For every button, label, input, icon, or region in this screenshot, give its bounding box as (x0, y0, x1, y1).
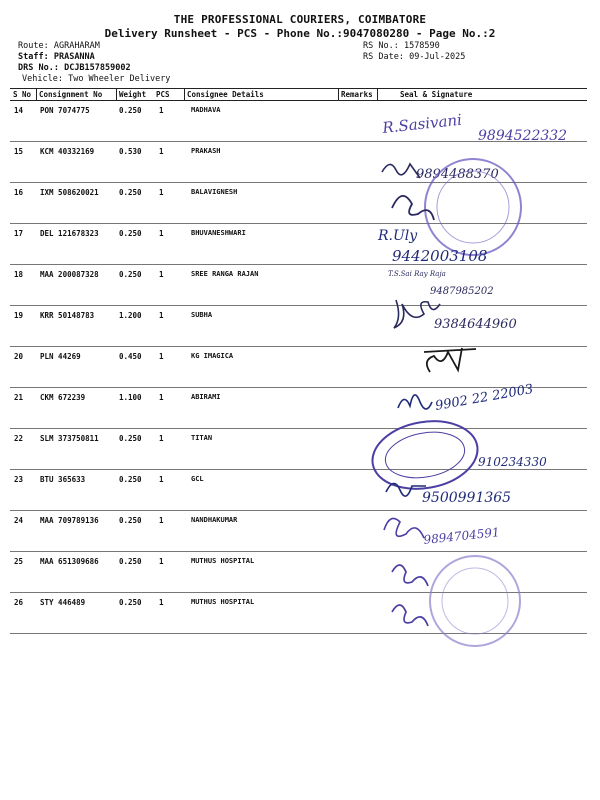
table-row (10, 306, 587, 347)
row-sno: 23 (14, 475, 24, 484)
sig-17-phone: 9442003108 (392, 247, 488, 265)
rs-no-line: RS No.: 1578590 (363, 41, 440, 51)
row-sno: 21 (14, 393, 24, 402)
row-weight: 0.250 (119, 475, 142, 484)
row-pcs: 1 (159, 311, 164, 320)
row-consignee: SUBHA (191, 311, 213, 319)
table-row (10, 142, 587, 183)
row-consignee: KG IMAGICA (191, 352, 234, 360)
table-row (10, 429, 587, 470)
table-row (10, 347, 587, 388)
row-pcs: 1 (159, 352, 164, 361)
row-sno: 14 (14, 106, 24, 115)
staff-value: PRASANNA (53, 52, 95, 62)
row-weight: 0.530 (119, 147, 142, 156)
sig-22-phone: 910234330 (478, 455, 547, 469)
sig-14-phone: 9894522332 (478, 128, 568, 144)
col-weight: Weight (119, 90, 147, 99)
staff-line: Staff: PRASANNA (18, 52, 95, 62)
row-sno: 15 (14, 147, 24, 156)
row-pcs: 1 (159, 475, 164, 484)
row-weight: 1.200 (119, 311, 142, 320)
row-sno: 24 (14, 516, 24, 525)
row-consignment-no: IXM 508620021 (40, 188, 99, 197)
col-details: Consignee Details (187, 90, 264, 99)
row-consignee: GCL (191, 475, 204, 483)
row-sno: 25 (14, 557, 24, 566)
company-title: THE PROFESSIONAL COURIERS, COIMBATORE (173, 13, 427, 26)
row-consignment-no: DEL 121678323 (40, 229, 99, 238)
table-row (10, 552, 587, 593)
row-consignee: SREE RANGA RAJAN (191, 270, 259, 278)
sig-21-phone: 9902 22 22003 (434, 381, 535, 414)
row-consignee: TITAN (191, 434, 213, 442)
rs-date-value: 09-Jul-2025 (409, 52, 466, 62)
row-weight: 0.250 (119, 270, 142, 279)
route-value: AGRAHARAM (53, 41, 100, 51)
row-pcs: 1 (159, 188, 164, 197)
row-consignment-no: KRR 50148783 (40, 311, 95, 320)
row-consignment-no: SLM 373750811 (40, 434, 99, 443)
route-line: Route: AGRAHARAM (18, 41, 100, 51)
row-pcs: 1 (159, 106, 164, 115)
row-consignment-no: MAA 651309686 (40, 557, 99, 566)
row-consignment-no: KCM 40332169 (40, 147, 95, 156)
vehicle-line: Vehicle: Two Wheeler Delivery (22, 74, 171, 84)
drs-value: DCJB157859002 (64, 63, 131, 73)
row-consignment-no: BTU 365633 (40, 475, 86, 484)
table-row (10, 470, 587, 511)
sig-18-name: T.S.Sai Ray Raja (388, 270, 446, 278)
table-row (10, 593, 587, 634)
row-weight: 0.250 (119, 598, 142, 607)
col-sno: S No (13, 90, 32, 99)
row-consignee: MADHAVA (191, 106, 221, 114)
row-pcs: 1 (159, 516, 164, 525)
row-consignment-no: PON 7074775 (40, 106, 90, 115)
row-sno: 17 (14, 229, 24, 238)
sig-17-name: R.Uly (378, 228, 418, 244)
table-row (10, 511, 587, 552)
sig-19-phone: 9384644960 (434, 317, 517, 332)
row-sno: 20 (14, 352, 24, 361)
row-weight: 0.450 (119, 352, 142, 361)
row-pcs: 1 (159, 434, 164, 443)
runsheet-subtitle: Delivery Runsheet - PCS - Phone No.:9047080280 - Page No.:2 (104, 27, 496, 40)
sig-15-phone: 9894488370 (416, 167, 499, 182)
row-pcs: 1 (159, 598, 164, 607)
table-row (10, 388, 587, 429)
table-row (10, 183, 587, 224)
vehicle-value: Two Wheeler Delivery (68, 74, 171, 84)
row-consignment-no: MAA 709789136 (40, 516, 99, 525)
sig-14-name: R.Sasivani (381, 110, 463, 137)
table-row (10, 265, 587, 306)
row-pcs: 1 (159, 229, 164, 238)
rs-no-value: 1578590 (403, 41, 440, 51)
row-consignment-no: STY 446489 (40, 598, 86, 607)
row-weight: 0.250 (119, 188, 142, 197)
row-consignment-no: CKM 672239 (40, 393, 86, 402)
row-consignee: MUTHUS HOSPITAL (191, 557, 255, 565)
row-weight: 0.250 (119, 106, 142, 115)
col-remarks: Remarks (341, 90, 373, 99)
row-weight: 0.250 (119, 516, 142, 525)
row-weight: 0.250 (119, 434, 142, 443)
rs-date-line: RS Date: 09-Jul-2025 (363, 52, 466, 62)
row-weight: 0.250 (119, 229, 142, 238)
row-pcs: 1 (159, 147, 164, 156)
row-sno: 26 (14, 598, 24, 607)
row-weight: 1.100 (119, 393, 142, 402)
row-sno: 22 (14, 434, 24, 443)
row-consignment-no: MAA 200087328 (40, 270, 99, 279)
sig-18-phone: 9487985202 (430, 286, 494, 297)
row-consignment-no: PLN 44269 (40, 352, 81, 361)
col-pcs: PCS (156, 90, 170, 99)
row-sno: 18 (14, 270, 24, 279)
row-consignee: MUTHUS HOSPITAL (191, 598, 255, 606)
drs-line: DRS No.: DCJB157859002 (18, 63, 131, 73)
row-sno: 19 (14, 311, 24, 320)
sig-24-phone: 9894704591 (422, 525, 501, 547)
table-row (10, 101, 587, 142)
table-header (10, 88, 587, 101)
col-consignment: Consignment No (39, 90, 103, 99)
row-consignee: BALAVIGNESH (191, 188, 238, 196)
row-consignee: BHUVANESHWARI (191, 229, 246, 237)
row-pcs: 1 (159, 557, 164, 566)
row-pcs: 1 (159, 270, 164, 279)
row-weight: 0.250 (119, 557, 142, 566)
row-pcs: 1 (159, 393, 164, 402)
row-consignee: ABIRAMI (191, 393, 221, 401)
table-row (10, 224, 587, 265)
delivery-table (10, 88, 587, 634)
col-seal: Seal & Signature (400, 90, 473, 99)
row-consignee: PRAKASH (191, 147, 221, 155)
table-body (10, 101, 587, 634)
row-consignee: NANDHAKUMAR (191, 516, 238, 524)
row-sno: 16 (14, 188, 24, 197)
sig-23-phone: 9500991365 (422, 490, 512, 506)
